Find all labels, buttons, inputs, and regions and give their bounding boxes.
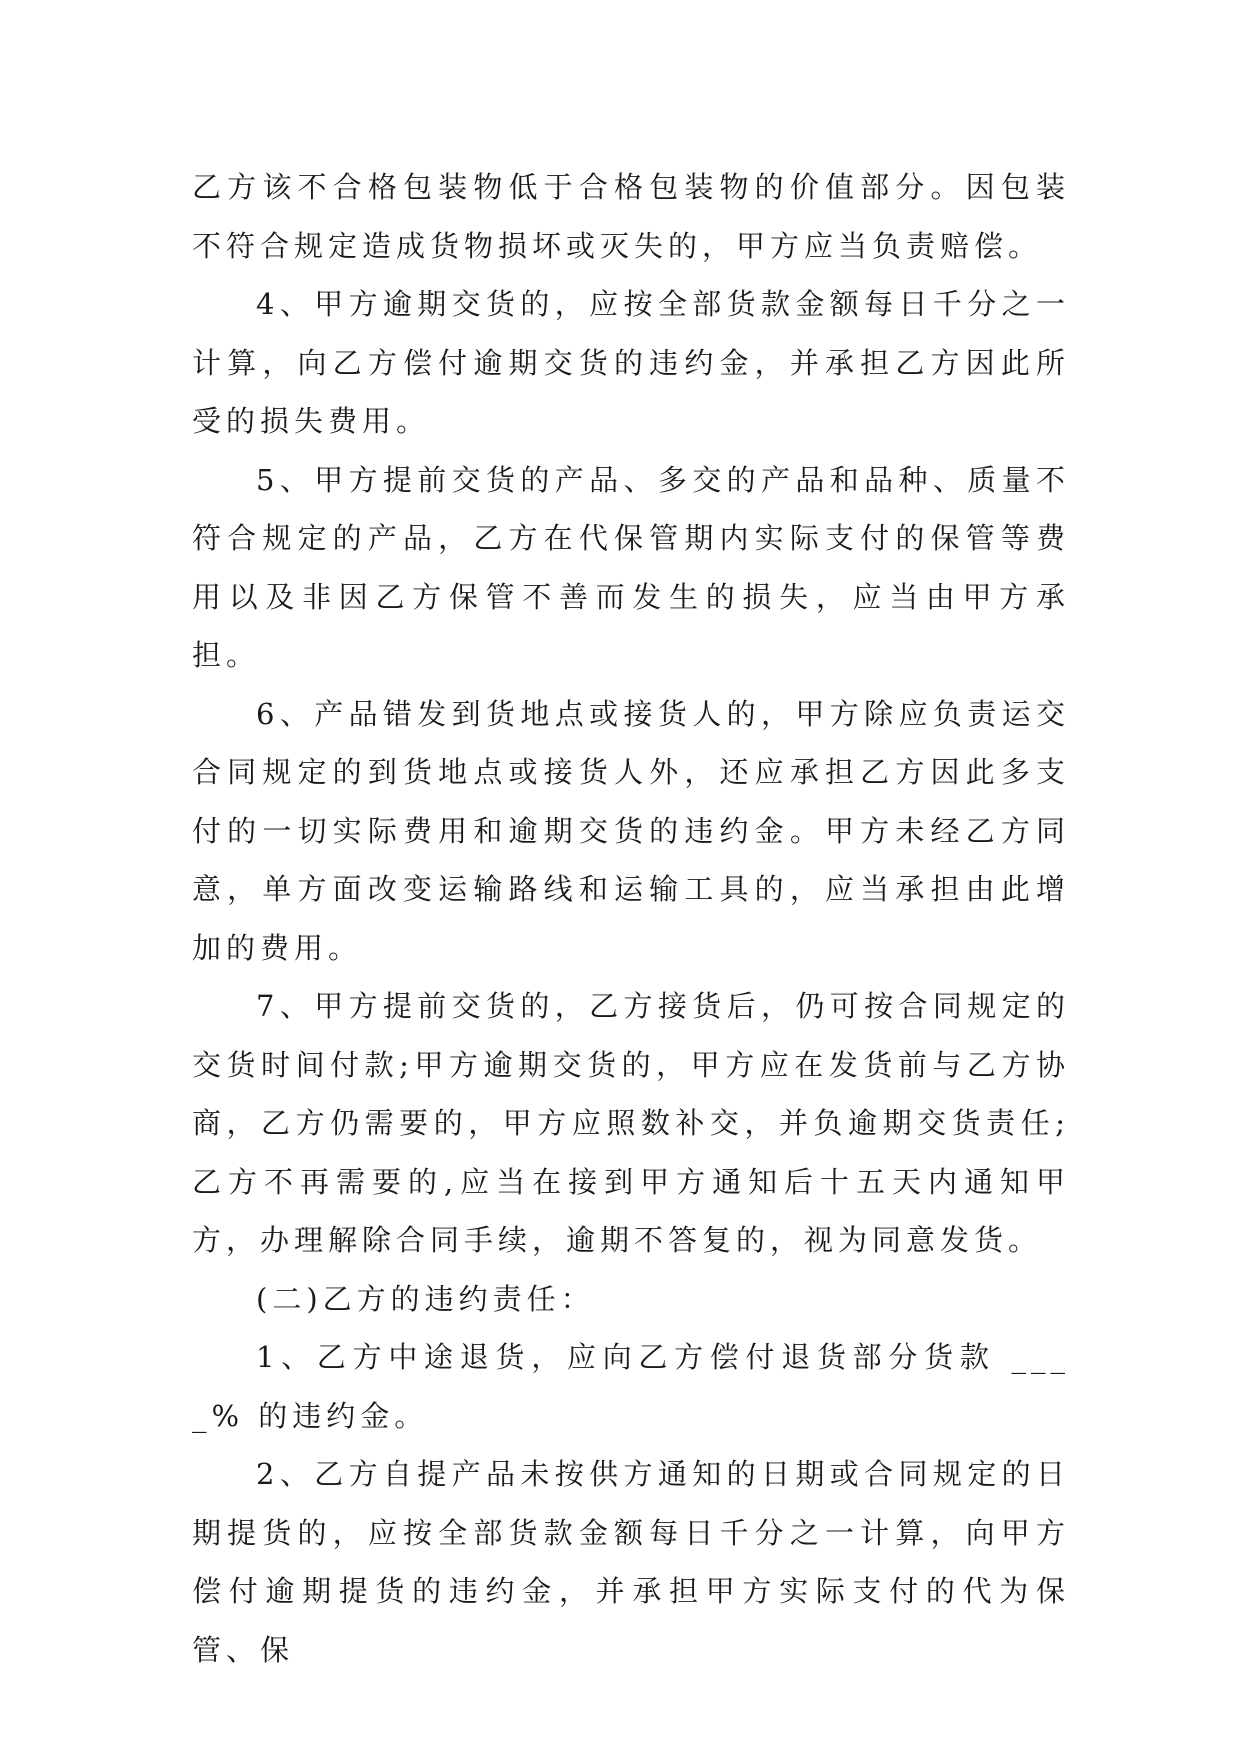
- paragraph-packaging-compensation: 乙方该不合格包装物低于合格包装物的价值部分。因包装不符合规定造成货物损坏或灭失的，甲方应当负责赔偿。: [192, 170, 1070, 263]
- section-heading-party-b-liability: (二)乙方的违约责任：: [256, 1281, 595, 1316]
- paragraph-b-clause-2-pickup: 2、乙方自提产品未按供方通知的日期或合同规定的日期提货的，应按全部货款金额每日千分之一计算，向甲方偿付逾期提货的违约金，并承担甲方实际支付的代为保管、保: [192, 1457, 1070, 1667]
- paragraph-clause-6-misdelivery: 6、产品错发到货地点或接货人的，甲方除应负责运交合同规定的到货地点或接货人外，还应承担乙方因此多支付的一切实际费用和逾期交货的违约金。甲方未经乙方同意，单方面改变运输路线和运输工具的，应当承担由此增加的费用。: [192, 696, 1070, 965]
- contract-body: [192, 158, 1070, 1679]
- paragraph-b-clause-1-return: 1、乙方中途退货，应向乙方偿付退货部分货款 ____% 的违约金。: [192, 1340, 1070, 1433]
- paragraph-clause-7-payment-timing: 7、甲方提前交货的，乙方接货后，仍可按合同规定的交货时间付款;甲方逾期交货的，甲方应在发货前与乙方协商，乙方仍需要的，甲方应照数补交，并负逾期交货责任;乙方不再需要的,应当在接到甲方通知后十五天内通知甲方，办理解除合同手续，逾期不答复的，视为同意发货。: [192, 989, 1070, 1257]
- paragraph-clause-4-late-delivery: 4、甲方逾期交货的，应按全部货款金额每日千分之一计算，向乙方偿付逾期交货的违约金，并承担乙方因此所受的损失费用。: [192, 287, 1070, 438]
- paragraph-clause-5-early-delivery: 5、甲方提前交货的产品、多交的产品和品种、质量不符合规定的产品，乙方在代保管期内实际支付的保管等费用以及非因乙方保管不善而发生的损失，应当由甲方承担。: [192, 462, 1070, 672]
